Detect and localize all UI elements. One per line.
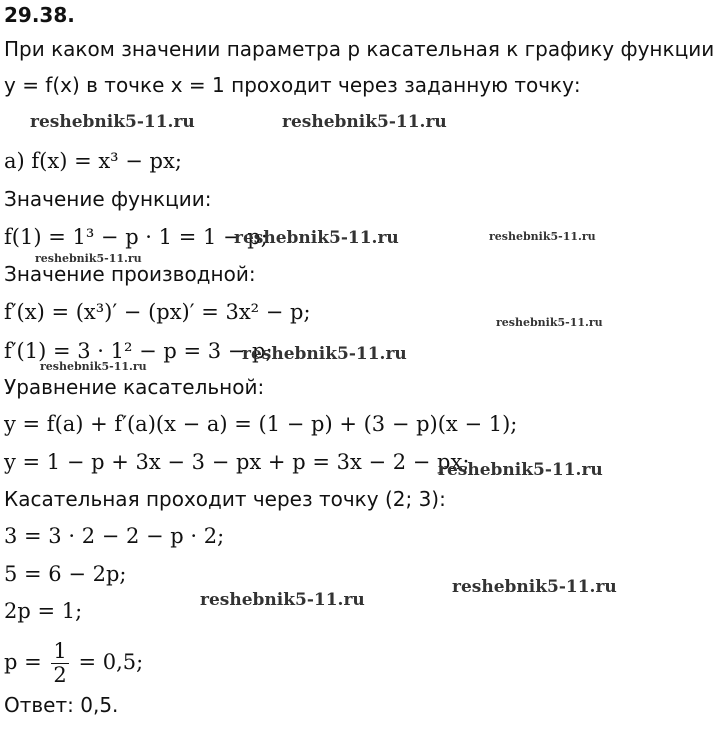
derivative-at-point-equation: f′(1) = 3 · 1² − p = 3 − p; <box>4 339 273 363</box>
answer: Ответ: 0,5. <box>4 693 119 717</box>
watermark: reshebnik5-11.ru <box>452 577 617 597</box>
derivative-value-label: Значение производной: <box>4 262 256 286</box>
problem-statement-line-1: При каком значении параметра p касательная к графику функции <box>4 37 714 61</box>
watermark: reshebnik5-11.ru <box>438 460 603 480</box>
function-value-label: Значение функции: <box>4 187 212 211</box>
watermark: reshebnik5-11.ru <box>30 112 195 132</box>
fraction-denominator: 2 <box>53 663 67 688</box>
function-value-equation: f(1) = 1³ − p · 1 = 1 − p; <box>4 225 268 249</box>
watermark: reshebnik5-11.ru <box>489 230 596 243</box>
tangent-equation: y = f(a) + f′(a)(x − a) = (1 − p) + (3 − p)(x − 1); <box>4 412 518 436</box>
point-condition-label: Касательная проходит через точку (2; 3): <box>4 487 446 511</box>
tangent-simplified-equation: y = 1 − p + 3x − 3 − px + p = 3x − 2 − px; <box>4 450 470 474</box>
watermark: reshebnik5-11.ru <box>35 252 142 265</box>
solve-step-4-suffix: = 0,5; <box>78 650 144 675</box>
watermark: reshebnik5-11.ru <box>200 590 365 610</box>
solve-step-4-prefix: p = <box>4 650 42 675</box>
derivative-general-equation: f′(x) = (x³)′ − (px)′ = 3x² − p; <box>4 300 311 324</box>
watermark: reshebnik5-11.ru <box>496 316 603 329</box>
watermark: reshebnik5-11.ru <box>234 228 399 248</box>
watermark: reshebnik5-11.ru <box>242 344 407 364</box>
solve-step-2: 5 = 6 − 2p; <box>4 562 127 586</box>
fraction-one-half <box>51 640 68 687</box>
watermark: reshebnik5-11.ru <box>282 112 447 132</box>
problem-statement-line-2: y = f(x) в точке x = 1 проходит через заданную точку: <box>4 73 581 97</box>
fraction-numerator: 1 <box>53 639 67 663</box>
tangent-equation-label: Уравнение касательной: <box>4 375 265 399</box>
solve-step-1: 3 = 3 · 2 − 2 − p · 2; <box>4 524 225 548</box>
watermark: reshebnik5-11.ru <box>40 360 147 373</box>
solve-step-3: 2p = 1; <box>4 599 83 623</box>
solve-step-4 <box>4 640 143 687</box>
part-a-function: а) f(x) = x³ − px; <box>4 149 182 173</box>
problem-number: 29.38. <box>4 3 75 27</box>
